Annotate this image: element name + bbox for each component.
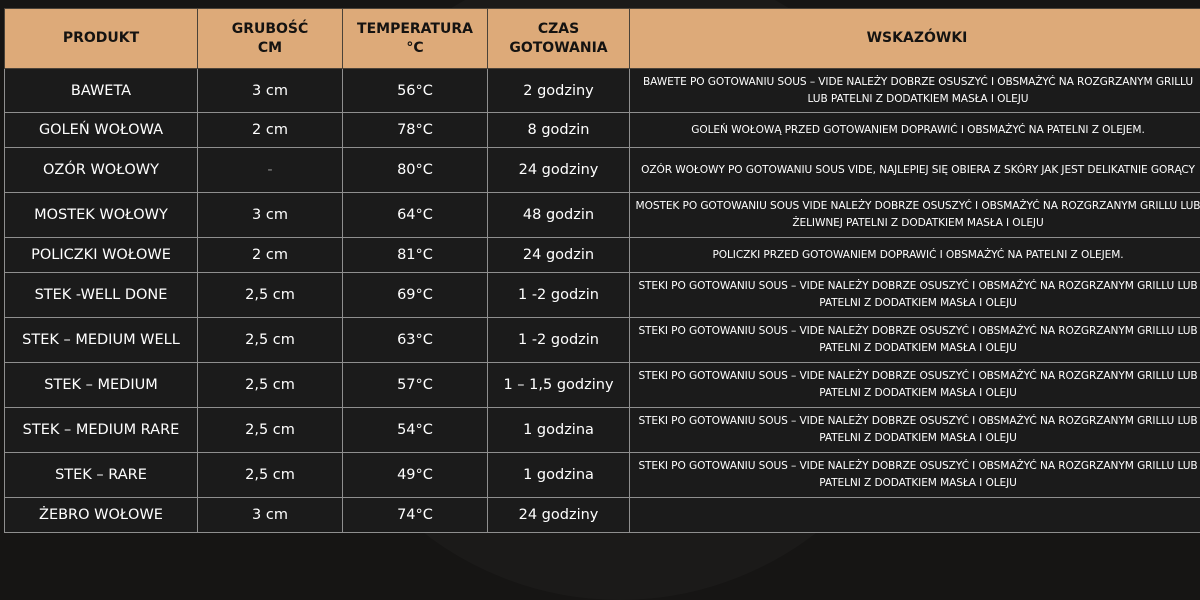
thickness-cell: 2,5 cm [198, 408, 343, 453]
tip-cell [630, 498, 1200, 533]
tip-cell: STEKI PO GOTOWANIU SOUS – VIDE NALEŻY DOBRZE OSUSZYĆ I OBSMAŻYĆ NA ROZGRZANYM GRILLU LUB PATELNI Z DODATKIEM MASŁA I OLEJU [630, 408, 1200, 453]
tip-cell: POLICZKI PRZED GOTOWANIEM DOPRAWIĆ I OBSMAŻYĆ NA PATELNI Z OLEJEM. [630, 238, 1200, 273]
thickness-cell: 3 cm [198, 69, 343, 113]
header-cooking-time: CZAS GOTOWANIA [488, 9, 630, 69]
table-row [5, 113, 1200, 148]
temperature-cell: 56°C [343, 69, 488, 113]
tip-cell: STEKI PO GOTOWANIU SOUS – VIDE NALEŻY DOBRZE OSUSZYĆ I OBSMAŻYĆ NA ROZGRZANYM GRILLU LUB PATELNI Z DODATKIEM MASŁA I OLEJU [630, 273, 1200, 318]
temperature-cell: 81°C [343, 238, 488, 273]
thickness-cell: 2 cm [198, 113, 343, 148]
tip-cell: OZÓR WOŁOWY PO GOTOWANIU SOUS VIDE, NAJLEPIEJ SIĘ OBIERA Z SKÓRY JAK JEST DELIKATNIE GORĄCY [630, 148, 1200, 193]
table-row [5, 69, 1200, 113]
time-cell: 2 godziny [488, 69, 630, 113]
product-cell: BAWETA [5, 69, 198, 113]
product-cell: OZÓR WOŁOWY [5, 148, 198, 193]
time-cell: 1 godzina [488, 453, 630, 498]
product-cell: STEK – RARE [5, 453, 198, 498]
header-row [5, 9, 1200, 69]
tip-cell: GOLEŃ WOŁOWĄ PRZED GOTOWANIEM DOPRAWIĆ I OBSMAŻYĆ NA PATELNI Z OLEJEM. [630, 113, 1200, 148]
sous-vide-beef-table [4, 8, 1200, 533]
temperature-cell: 54°C [343, 408, 488, 453]
product-cell: STEK – MEDIUM RARE [5, 408, 198, 453]
thickness-cell: 2 cm [198, 238, 343, 273]
product-cell: POLICZKI WOŁOWE [5, 238, 198, 273]
table-row [5, 148, 1200, 193]
thickness-cell: - [198, 148, 343, 193]
table-row [5, 453, 1200, 498]
header-product: PRODUKT [5, 9, 198, 69]
table-row [5, 238, 1200, 273]
tip-cell: MOSTEK PO GOTOWANIU SOUS VIDE NALEŻY DOBRZE OSUSZYĆ I OBSMAŻYĆ NA ROZGRZANYM GRILLU LUB ŻELIWNEJ PATELNI Z DODATKIEM MASŁA I OLEJU [630, 193, 1200, 238]
table-row [5, 363, 1200, 408]
temperature-cell: 63°C [343, 318, 488, 363]
header-temperature: TEMPERATURA °C [343, 9, 488, 69]
temperature-cell: 69°C [343, 273, 488, 318]
thickness-cell: 3 cm [198, 498, 343, 533]
tip-cell: STEKI PO GOTOWANIU SOUS – VIDE NALEŻY DOBRZE OSUSZYĆ I OBSMAŻYĆ NA ROZGRZANYM GRILLU LUB PATELNI Z DODATKIEM MASŁA I OLEJU [630, 318, 1200, 363]
product-cell: STEK – MEDIUM WELL [5, 318, 198, 363]
product-cell: GOLEŃ WOŁOWA [5, 113, 198, 148]
temperature-cell: 74°C [343, 498, 488, 533]
tip-cell: BAWETE PO GOTOWANIU SOUS – VIDE NALEŻY DOBRZE OSUSZYĆ I OBSMAŻYĆ NA ROZGRZANYM GRILLU LUB PATELNI Z DODATKIEM MASŁA I OLEJU [630, 69, 1200, 113]
header-thickness: GRUBOŚĆ CM [198, 9, 343, 69]
time-cell: 1 -2 godzin [488, 318, 630, 363]
thickness-cell: 2,5 cm [198, 273, 343, 318]
time-cell: 1 – 1,5 godziny [488, 363, 630, 408]
thickness-cell: 2,5 cm [198, 318, 343, 363]
time-cell: 24 godziny [488, 498, 630, 533]
time-cell: 1 -2 godzin [488, 273, 630, 318]
time-cell: 24 godziny [488, 148, 630, 193]
table-row [5, 408, 1200, 453]
thickness-cell: 2,5 cm [198, 453, 343, 498]
table-row [5, 498, 1200, 533]
time-cell: 1 godzina [488, 408, 630, 453]
table-row [5, 193, 1200, 238]
time-cell: 24 godzin [488, 238, 630, 273]
temperature-cell: 78°C [343, 113, 488, 148]
table-row [5, 273, 1200, 318]
temperature-cell: 80°C [343, 148, 488, 193]
product-cell: MOSTEK WOŁOWY [5, 193, 198, 238]
temperature-cell: 57°C [343, 363, 488, 408]
tip-cell: STEKI PO GOTOWANIU SOUS – VIDE NALEŻY DOBRZE OSUSZYĆ I OBSMAŻYĆ NA ROZGRZANYM GRILLU LUB PATELNI Z DODATKIEM MASŁA I OLEJU [630, 453, 1200, 498]
product-cell: ŻEBRO WOŁOWE [5, 498, 198, 533]
table-row [5, 318, 1200, 363]
thickness-cell: 3 cm [198, 193, 343, 238]
header-tips: WSKAZÓWKI [630, 9, 1200, 69]
temperature-cell: 64°C [343, 193, 488, 238]
time-cell: 48 godzin [488, 193, 630, 238]
product-cell: STEK -WELL DONE [5, 273, 198, 318]
product-cell: STEK – MEDIUM [5, 363, 198, 408]
temperature-cell: 49°C [343, 453, 488, 498]
tip-cell: STEKI PO GOTOWANIU SOUS – VIDE NALEŻY DOBRZE OSUSZYĆ I OBSMAŻYĆ NA ROZGRZANYM GRILLU LUB PATELNI Z DODATKIEM MASŁA I OLEJU [630, 363, 1200, 408]
thickness-cell: 2,5 cm [198, 363, 343, 408]
time-cell: 8 godzin [488, 113, 630, 148]
